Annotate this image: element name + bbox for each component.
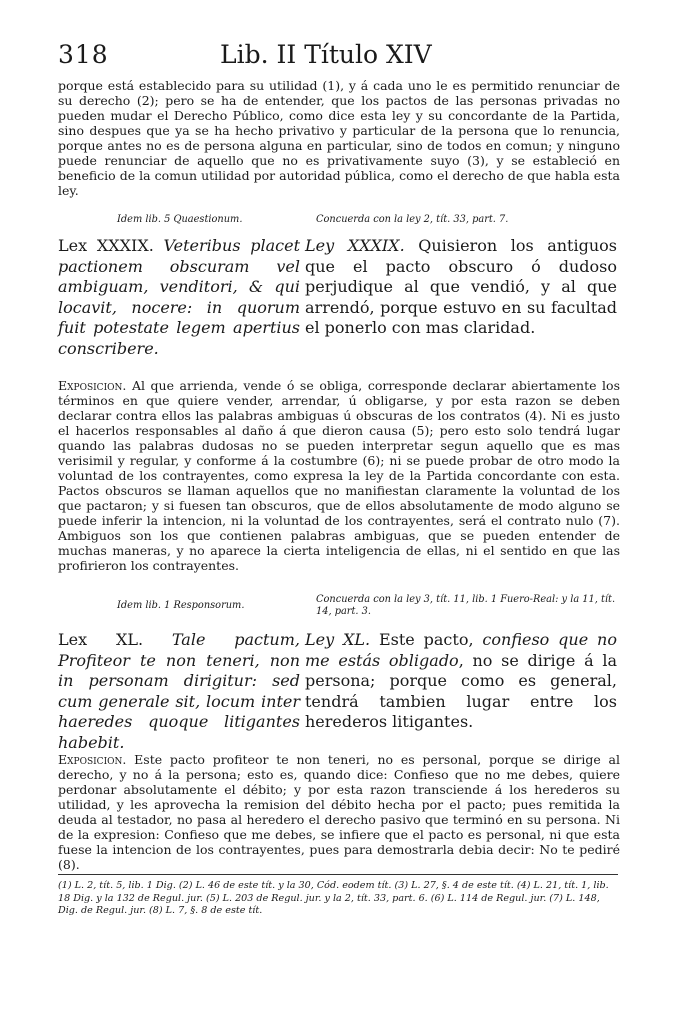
exposicion-2-label: Exposicion.	[58, 752, 127, 767]
lex40-latin-body: Tale pactum, Profiteor te non teneri, non in personam dirigitur: sed cum generale sit, locum inter haeredes quoque litigantes habebit.	[58, 630, 300, 752]
lex40-latin-heading: Lex XL.	[58, 630, 144, 649]
footnote-divider	[58, 874, 618, 875]
exposicion-2-body: Este pacto profiteor te non teneri, no es personal, porque se dirige al derecho, y no á la persona; esto es, quando dice: Confieso que no me debes, quiere perdonar absolutamente el débito; y por esta razon transciende á los herederos su utilidad, y les aprovecha la remision del débito hecha por el pacto; pues remitida la deuda al testador, no pasa al heredero el derecho pasivo que terminó en su persona. Ni de la expresion: Confieso que me debes, se infiere que el pacto es personal, ni que esta fuese la intencion de los contrayentes, pues para demostrarla debia decir: No te pediré (8).	[58, 752, 620, 872]
exposicion-1	[58, 378, 620, 573]
lex40-spanish-heading: Ley XL.	[305, 630, 371, 649]
lex39-concordance-citation: Concuerda con la ley 2, tít. 33, part. 7.	[316, 214, 509, 225]
page-number: 318	[58, 40, 109, 69]
lex40-concordance-citation: Concuerda con la ley 3, tít. 11, lib. 1 Fuero-Real: y la 11, tít. 14, part. 3.	[316, 594, 616, 617]
lex39-spanish-heading: Ley XXXIX.	[305, 236, 405, 255]
lex40-spanish-quote: confieso que no me estás obligado	[305, 630, 617, 670]
lex39-latin-heading: Lex XXXIX.	[58, 236, 154, 255]
lex40-spanish-body-1: Este pacto,	[378, 630, 474, 649]
lex39-source-citation: Idem lib. 5 Quaestionum.	[117, 214, 243, 225]
lex40-spanish-body-2: , no se dirige á la persona; porque como es general, tendrá tambien lugar entre los herederos litigantes.	[305, 650, 618, 731]
lex39-latin-body: Veteribus placet pactionem obscuram vel ambiguam, venditori, & qui locavit, nocere: in quorum fuit potestate legem apertius conscribere.	[58, 236, 301, 358]
opening-paragraph: porque está establecido para su utilidad (1), y á cada uno le es permitido renunciar de su derecho (2); pero se ha de entender, que los pactos de las personas privadas no pueden mudar el Derecho Público, como dice esta ley y su concordante de la Partida, sino despues que ya se ha hecho privativo y particular de la persona que lo renuncia, porque antes no es de persona alguna en particular, sino de todos en comun; y ninguno puede renunciar de aquello que no es privativamente suyo (3), y se estableció en beneficio de la comun utilidad por autoridad pública, como el derecho de que habla esta ley.	[58, 78, 620, 198]
footnotes: (1) L. 2, tít. 5, lib. 1 Dig. (2) L. 46 de este tít. y la 30, Cód. eodem tít. (3) L. 27, §. 4 de este tít. (4) L. 21, tít. 1, lib. 18 Dig. y la 132 de Regul. jur. (5) L. 203 de Regul. jur. y la 2, tít. 33, part. 6. (6) L. 114 de Regul. jur. (7) L. 148, Dig. de Regul. jur. (8) L. 7, §. 8 de este tít.	[58, 880, 609, 916]
page-header	[58, 40, 618, 76]
exposicion-2	[58, 752, 620, 872]
lex39-latin-text	[58, 236, 300, 359]
exposicion-1-body: Al que arrienda, vende ó se obliga, corresponde declarar abiertamente los términos en que quiere vender, arrendar, ú obligarse, y por esta razon se deben declarar contra ellos las palabras ambiguas ú obscuras de los contratos (4). Ni es justo el hacerlos responsables al daño á que dieron causa (5); pero esto solo tendrá lugar quando las palabras dudosas no se pueden interpretar segun aquello que es mas verisimil y regular, y conforme á la costumbre (6); ni se puede probar de otro modo la voluntad de los contrayentes, como expresa la ley de la Partida concordante con esta. Pactos obscuros se llaman aquellos que no manifiestan claramente la voluntad de los que pactaron; y si fuesen tan obscuros, que de ellos absolutamente de modo alguno se puede inferir la intencion, ni la voluntad de los contrayentes, será el contrato nulo (7). Ambiguos son los que contienen palabras ambiguas, que se pueden entender de muchas maneras, y no aparece la cierta inteligencia de ellas, ni el sentido en que las profirieron los contrayentes.	[58, 378, 620, 573]
lex39-spanish-body: Quisieron los antiguos que el pacto obscuro ó dudoso perjudique al que vendió, y al que arrendó, porque estuvo en su facultad el ponerlo con mas claridad.	[305, 236, 617, 337]
lex39-spanish-text	[305, 236, 617, 339]
exposicion-1-label: Exposicion.	[58, 378, 127, 393]
lex40-spanish-text	[305, 630, 617, 733]
lex40-source-citation: Idem lib. 1 Responsorum.	[117, 600, 245, 611]
running-title: Lib. II Título XIV	[220, 40, 432, 69]
lex40-latin-text	[58, 630, 300, 753]
